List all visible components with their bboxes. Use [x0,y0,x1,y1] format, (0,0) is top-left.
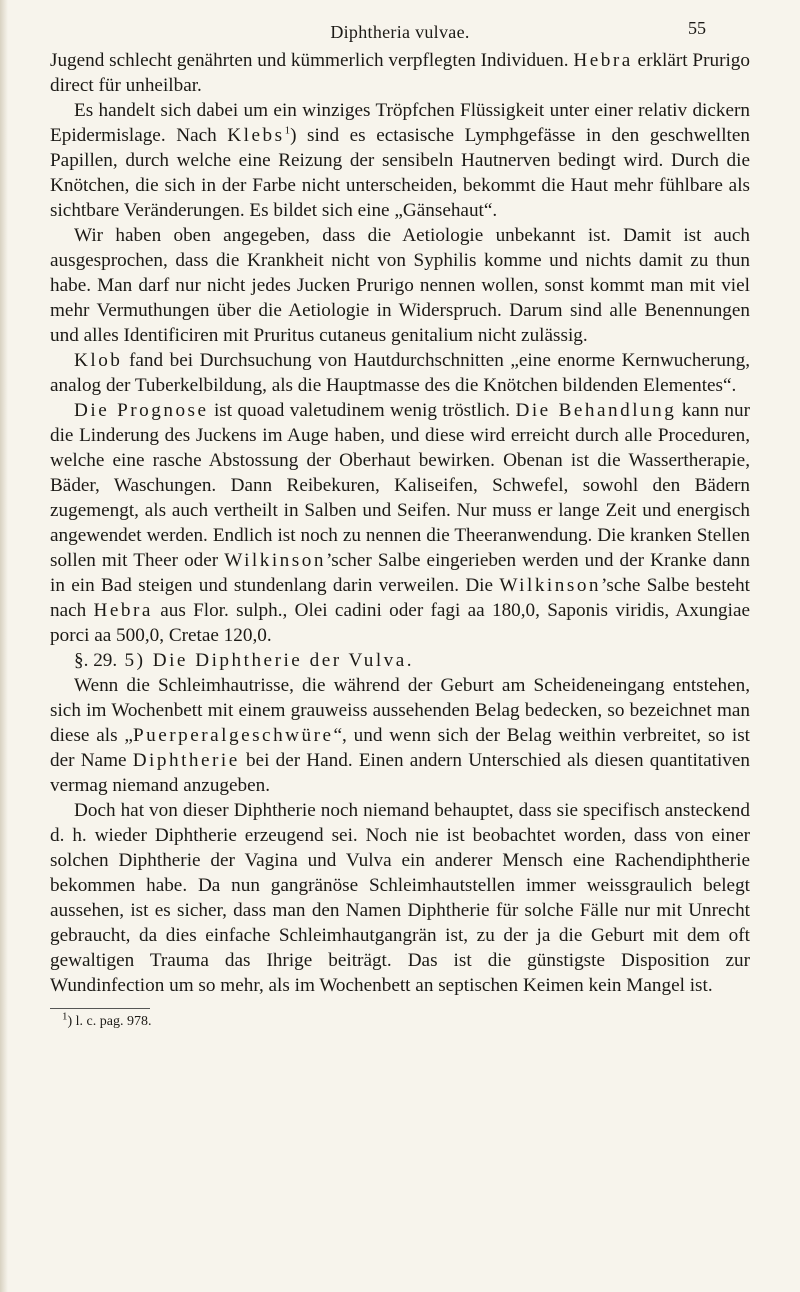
paragraph-5 [50,398,750,648]
term-puerperal-ulcers: Puerperalgeschwüre [132,725,334,746]
section-number: §. 29. [74,650,118,671]
page-header [50,18,750,48]
text-run: Wenn die Schleimhautrisse, die während der Geburt am Scheideneingang entstehen, sich im Wochenbett mit einem grauweiss aussehenden Belag bedecken, so bezeichnet man diese als „ [50,675,750,746]
text-run: ist quoad valetudinem wenig tröstlich. [208,400,516,421]
subheading-treatment: Die Behandlung [515,400,677,421]
text-run: erklärt Prurigo direct für unheilbar. [50,50,750,96]
author-name: Hebra [573,50,633,71]
text-run: aus Flor. sulph., Olei cadini oder fagi aa 180,0, Saponis viridis, Axungiae porci aa 500,0, Cretae 120,0. [50,600,750,646]
page-spine-shadow [0,0,8,1292]
author-name: Wilkinson [224,550,326,571]
section-title: 5) Die Diphtherie der Vulva. [117,650,415,671]
running-title: Diphtheria vulvae. [330,22,470,42]
text-run: ’sche Salbe besteht nach [50,575,750,621]
author-name: Klob [74,350,123,371]
term-diphtheria: Diphtherie [132,750,240,771]
author-name: Wilkinson [499,575,602,596]
paragraph-4 [50,348,750,398]
paragraph-3: Wir haben oben angegeben, dass die Aetiologie unbekannt ist. Damit ist auch ausgesprochen, dass die Krankheit nicht von Syphilis komme und nichts damit zu thun habe. Man darf nur nicht jedes Jucken Prurigo nennen wollen, sonst kommt man mit viel mehr Vermuthungen über die Aetiologie in Widerspruch. Darum sind alle Benennungen und alles Identificiren mit Pruritus cutaneus genitalium nicht zulässig. [50,225,750,346]
text-run: ’scher Salbe eingerieben werden und der Kranke dann in ein Bad steigen und stundenlang darin verweilen. Die [50,550,750,596]
book-page [50,18,750,1031]
body-text [50,48,750,998]
paragraph-6 [50,673,750,798]
text-run: fand bei Durchsuchung von Hautdurchschnitten „eine enorme Kernwucherung, analog der Tuberkelbildung, als die Hauptmasse des die Knötchen bildenden Elementes“. [50,350,750,396]
text-run: bei der Hand. Einen andern Unterschied als diesen quantitativen vermag niemand anzugeben. [50,750,750,796]
footnote-divider [50,1008,150,1009]
page-number: 55 [688,18,706,38]
text-run: ) sind es ectasische Lymphgefässe in den geschwellten Papillen, durch welche eine Reizung der sensibeln Hautnerven bedingt wird. Durch die Knötchen, die sich in der Farbe nicht unterscheiden, bekommt die Haut mehr fühlbare als sichtbare Veränderungen. Es bildet sich eine „Gänsehaut“. [50,125,750,221]
paragraph-7: Doch hat von dieser Diphtherie noch niemand behauptet, dass sie specifisch ansteckend d. h. wieder Diphtherie erzeugend sei. Noch nie ist beobachtet worden, dass von einer solchen Diphtherie der Vagina und Vulva ein anderer Mensch eine Rachendiphtherie bekommen habe. Da nun gangränöse Schleimhautstellen immer weissgraulich belegt aussehen, ist es sicher, dass man den Namen Diphtherie für solche Fälle nur mit Unrecht gebraucht, da dies einfache Schleimhautgangrän ist, zu der ja die Geburt mit dem oft gewaltigen Trauma das Ihrige beiträgt. Das ist die günstigste Disposition zur Wundinfection um so mehr, als im Wochenbett an septischen Keimen kein Mangel ist. [50,800,750,996]
footnote [50,1010,750,1031]
text-run: Es handelt sich dabei um ein winziges Tröpfchen Flüssigkeit unter einer relativ dickern Epidermislage. Nach [50,100,750,146]
author-name: Klebs [227,125,285,146]
subheading-prognosis: Die Prognose [74,400,209,421]
text-run: “, und wenn sich der Belag weithin verbreitet, so ist der Name [50,725,750,771]
paragraph-1 [50,48,750,98]
paragraph-2 [50,98,750,223]
text-run: Jugend schlecht genährten und kümmerlich verpflegten Individuen. [50,50,574,71]
footnote-reference[interactable]: 1 [284,124,291,137]
footnote-text: ) l. c. pag. 978. [67,1014,152,1029]
section-heading [50,648,750,673]
author-name: Hebra [93,600,153,621]
footnote-marker: 1 [62,1010,68,1023]
text-run: kann nur die Linderung des Juckens im Auge haben, und diese wird erreicht durch alle Proceduren, welche eine rasche Abstossung der Oberhaut bewirken. Obenan ist die Wassertherapie, Bäder, Waschungen. Dann Reibekuren, Kaliseifen, Schwefel, sowohl den Bädern zugemengt, als auch vertheilt in Salben und Seifen. Nur muss er lange Zeit und energisch angewendet werden. Endlich ist noch zu nennen die Theeranwendung. Die kranken Stellen sollen mit Theer oder [50,400,751,571]
